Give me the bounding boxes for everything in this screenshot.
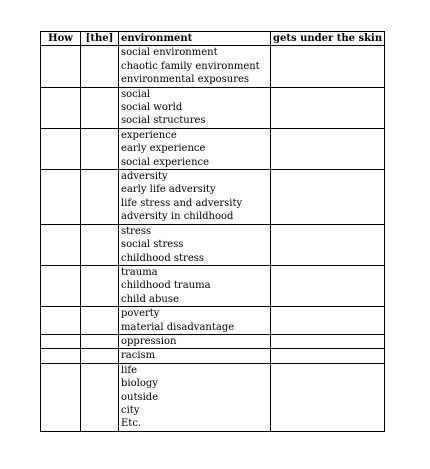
environment-term: childhood trauma (121, 280, 211, 292)
cell-environment (119, 349, 271, 363)
table-row (41, 363, 385, 431)
cell-how (41, 46, 81, 87)
header-environment: environment (119, 32, 271, 46)
environment-term: childhood stress (121, 252, 205, 264)
header-row (41, 32, 385, 46)
environment-term: environmental exposures (121, 74, 250, 86)
cell-environment (119, 224, 271, 265)
cell-environment (119, 307, 271, 335)
environment-term: life (121, 364, 138, 376)
cell-environment (119, 334, 271, 348)
environment-term: social structures (121, 115, 206, 127)
table-row (41, 265, 385, 306)
word-table (40, 31, 385, 432)
environment-term: outside (121, 391, 159, 403)
table-body (41, 46, 385, 431)
cell-environment (119, 363, 271, 431)
cell-the (81, 128, 119, 169)
cell-gets-under-the-skin (271, 87, 385, 128)
table-row (41, 349, 385, 363)
environment-term: social (121, 88, 151, 100)
environment-term: social world (121, 102, 183, 114)
cell-gets-under-the-skin (271, 128, 385, 169)
cell-how (41, 128, 81, 169)
header-the: [the] (81, 32, 119, 46)
cell-how (41, 363, 81, 431)
cell-gets-under-the-skin (271, 224, 385, 265)
table-row (41, 170, 385, 225)
environment-term: adversity in childhood (121, 211, 234, 223)
table-row (41, 46, 385, 87)
cell-how (41, 307, 81, 335)
environment-term: child abuse (121, 293, 179, 305)
environment-term: poverty (121, 308, 160, 320)
cell-how (41, 224, 81, 265)
cell-how (41, 87, 81, 128)
cell-gets-under-the-skin (271, 265, 385, 306)
table-row (41, 128, 385, 169)
header-how: How (41, 32, 81, 46)
cell-the (81, 170, 119, 225)
environment-term: adversity (121, 171, 168, 183)
cell-gets-under-the-skin (271, 363, 385, 431)
environment-term: oppression (121, 335, 177, 347)
cell-how (41, 265, 81, 306)
environment-term: material disadvantage (121, 321, 235, 333)
cell-environment (119, 170, 271, 225)
table-row (41, 87, 385, 128)
environment-term: early life adversity (121, 184, 216, 196)
cell-how (41, 349, 81, 363)
cell-the (81, 349, 119, 363)
environment-term: trauma (121, 266, 158, 278)
environment-term: experience (121, 129, 177, 141)
header-gets-under-the-skin: gets under the skin (271, 32, 385, 46)
environment-term: social stress (121, 239, 184, 251)
environment-term: Etc. (121, 418, 142, 430)
cell-gets-under-the-skin (271, 307, 385, 335)
cell-the (81, 87, 119, 128)
cell-gets-under-the-skin (271, 170, 385, 225)
cell-the (81, 363, 119, 431)
environment-term: social experience (121, 156, 210, 168)
cell-environment (119, 128, 271, 169)
table-row (41, 307, 385, 335)
cell-how (41, 334, 81, 348)
cell-gets-under-the-skin (271, 46, 385, 87)
environment-term: social environment (121, 47, 218, 59)
environment-term: stress (121, 225, 152, 237)
cell-gets-under-the-skin (271, 334, 385, 348)
cell-the (81, 334, 119, 348)
cell-the (81, 265, 119, 306)
cell-the (81, 224, 119, 265)
cell-environment (119, 87, 271, 128)
environment-term: life stress and adversity (121, 197, 243, 209)
cell-gets-under-the-skin (271, 349, 385, 363)
environment-term: racism (121, 350, 156, 362)
environment-term: early experience (121, 143, 206, 155)
cell-environment (119, 265, 271, 306)
cell-how (41, 170, 81, 225)
cell-the (81, 46, 119, 87)
cell-the (81, 307, 119, 335)
table-row (41, 224, 385, 265)
environment-term: biology (121, 378, 158, 390)
cell-environment (119, 46, 271, 87)
table-row (41, 334, 385, 348)
environment-term: chaotic family environment (121, 60, 260, 72)
environment-term: city (121, 404, 140, 416)
